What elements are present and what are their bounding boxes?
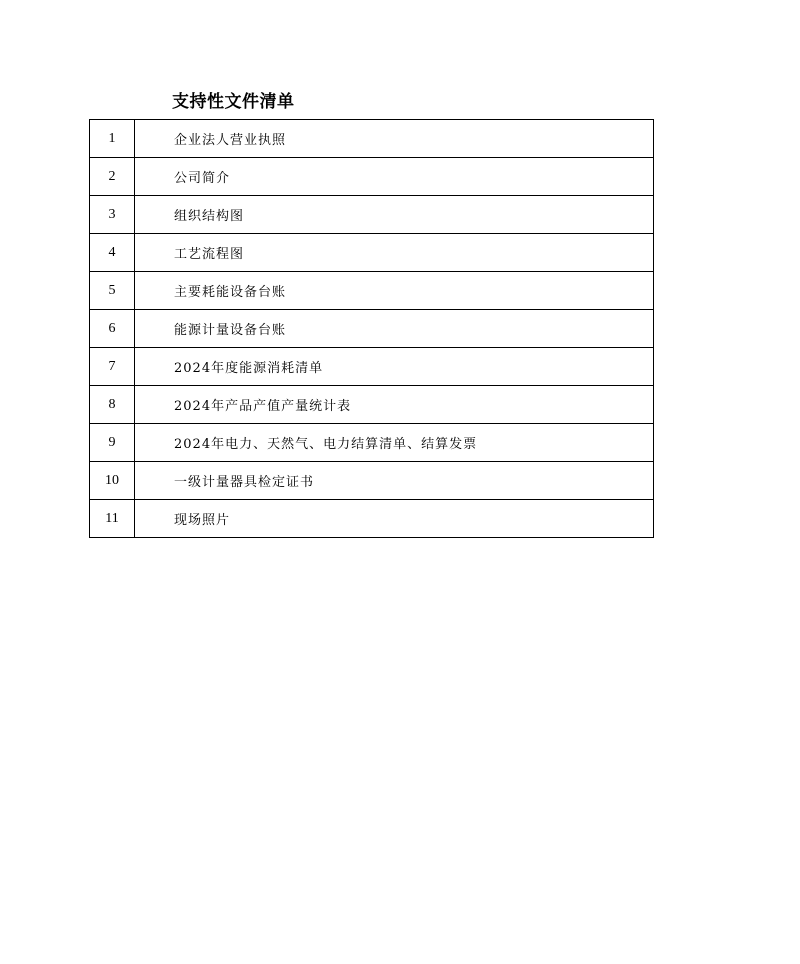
- table-row: [90, 424, 654, 462]
- table-row: [90, 120, 654, 158]
- document-title: 支持性文件清单: [172, 92, 295, 112]
- item-name: 组织结构图: [135, 196, 654, 234]
- item-name: 2024年产品产值产量统计表: [135, 386, 654, 424]
- table-row: [90, 272, 654, 310]
- item-name: 2024年电力、天然气、电力结算清单、结算发票: [135, 424, 654, 462]
- table-row: [90, 234, 654, 272]
- table-row: [90, 310, 654, 348]
- item-number: 3: [90, 196, 135, 234]
- item-number: 2: [90, 158, 135, 196]
- item-name: 2024年度能源消耗清单: [135, 348, 654, 386]
- item-number: 8: [90, 386, 135, 424]
- table-row: [90, 158, 654, 196]
- table-row: [90, 196, 654, 234]
- item-name: 公司简介: [135, 158, 654, 196]
- item-name: 工艺流程图: [135, 234, 654, 272]
- table-row: [90, 462, 654, 500]
- item-name: 主要耗能设备台账: [135, 272, 654, 310]
- supporting-documents-table: [89, 119, 654, 538]
- item-number: 9: [90, 424, 135, 462]
- table-row: [90, 348, 654, 386]
- table-row: [90, 386, 654, 424]
- item-number: 4: [90, 234, 135, 272]
- item-number: 1: [90, 120, 135, 158]
- item-number: 11: [90, 500, 135, 538]
- item-number: 6: [90, 310, 135, 348]
- item-name: 一级计量器具检定证书: [135, 462, 654, 500]
- item-number: 10: [90, 462, 135, 500]
- item-name: 现场照片: [135, 500, 654, 538]
- table-row: [90, 500, 654, 538]
- item-name: 能源计量设备台账: [135, 310, 654, 348]
- item-number: 5: [90, 272, 135, 310]
- item-number: 7: [90, 348, 135, 386]
- item-name: 企业法人营业执照: [135, 120, 654, 158]
